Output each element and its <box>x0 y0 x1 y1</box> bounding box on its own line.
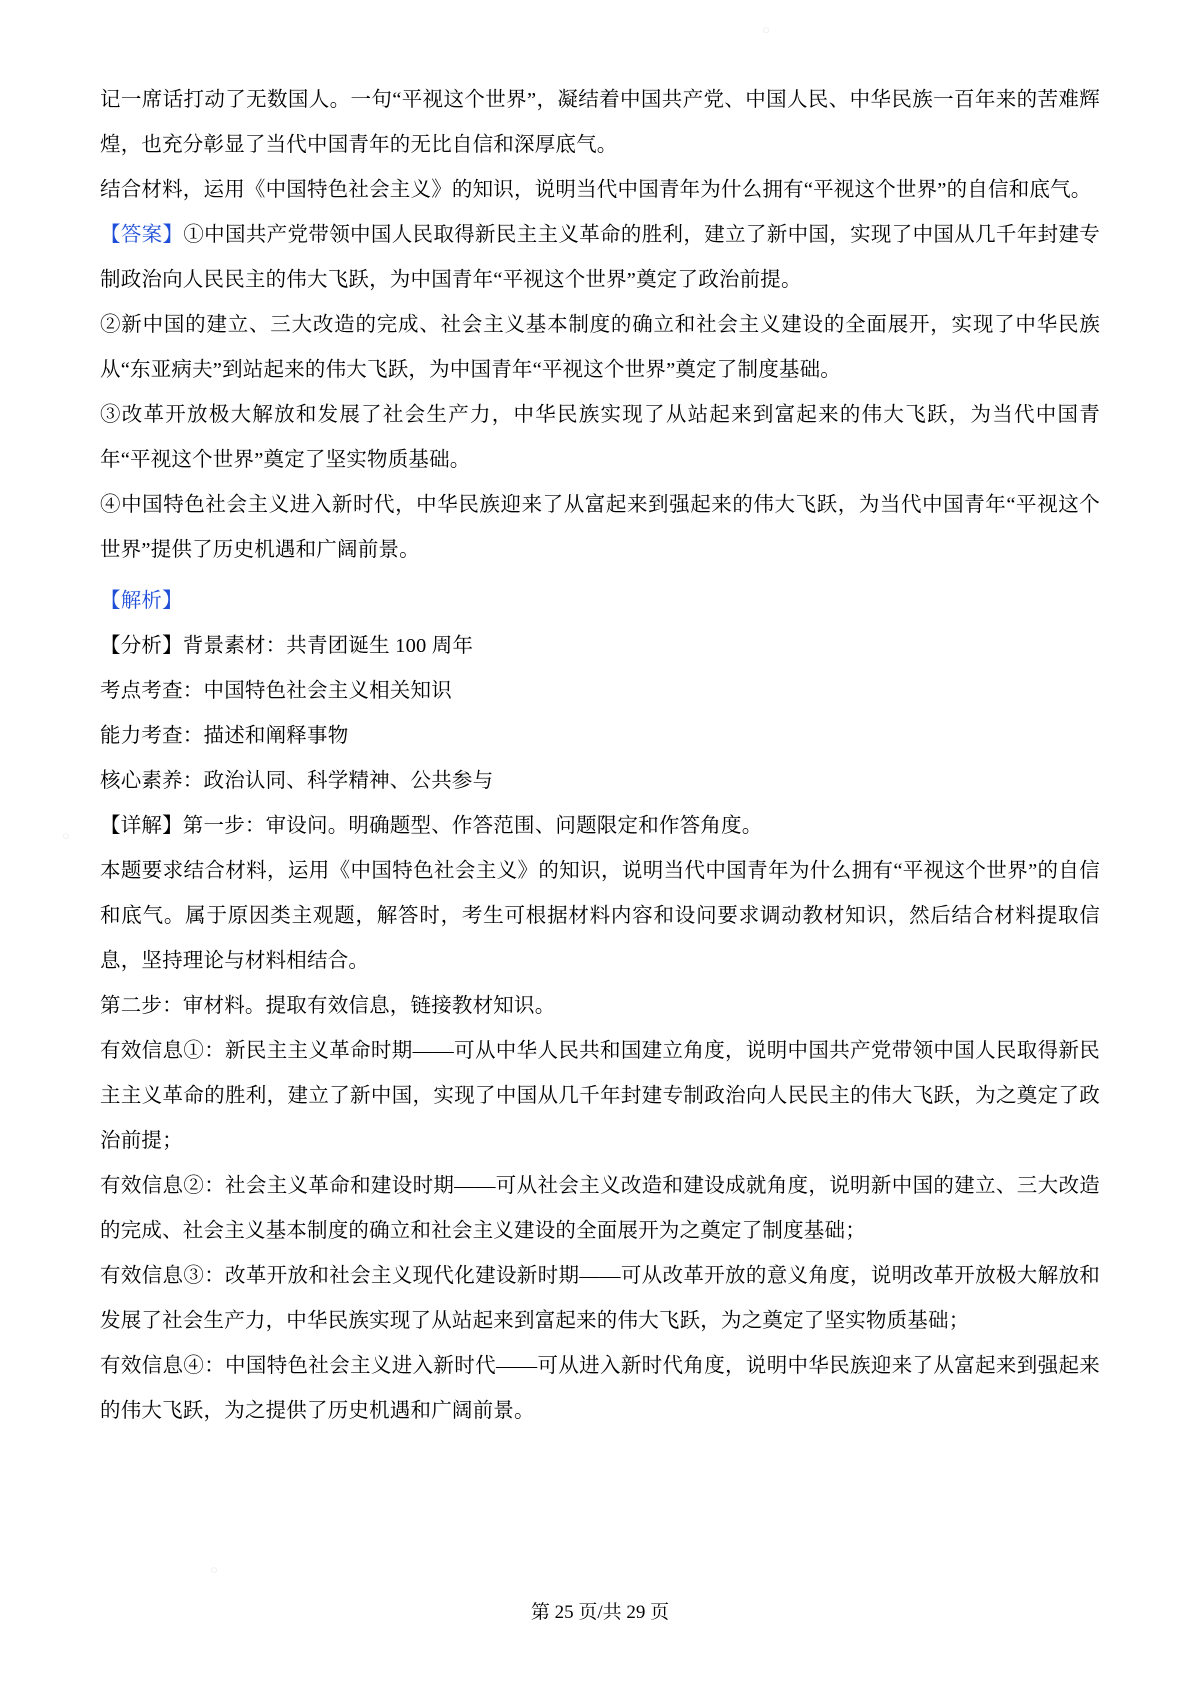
paragraph-detail-step-one: 【详解】第一步：审设问。明确题型、作答范围、问题限定和作答角度。 <box>100 815 763 837</box>
paragraph-answer-1 <box>100 213 1100 303</box>
paragraph-analysis-heading <box>100 579 1100 624</box>
paragraph-info-4: 有效信息④：中国特色社会主义进入新时代——可从进入新时代角度，说明中华民族迎来了从富起来到强起来的伟大飞跃，为之提供了历史机遇和广阔前景。 <box>100 1355 1100 1422</box>
paragraph-material-continued: 记一席话打动了无数国人。一句“平视这个世界”，凝结着中国共产党、中国人民、中华民族一百年来的苦难辉煌，也充分彰显了当代中国青年的无比自信和深厚底气。 <box>100 89 1100 156</box>
paragraph-analysis-ability: 能力考查：描述和阐释事物 <box>100 725 349 747</box>
answer-label: 【答案】 <box>100 224 184 246</box>
paragraph-answer-3: ③改革开放极大解放和发展了社会生产力，中华民族实现了从站起来到富起来的伟大飞跃，为当代中国青年“平视这个世界”奠定了坚实物质基础。 <box>100 404 1100 471</box>
paragraph-info-2: 有效信息②：社会主义革命和建设时期——可从社会主义改造和建设成就角度，说明新中国的建立、三大改造的完成、社会主义基本制度的确立和社会主义建设的全面展开为之奠定了制度基础； <box>100 1175 1100 1242</box>
page-corner-mark-bottom: ○ <box>210 1562 218 1577</box>
page-footer: 第 25 页/共 29 页 <box>530 1602 670 1623</box>
paragraph-answer-4: ④中国特色社会主义进入新时代，中华民族迎来了从富起来到强起来的伟大飞跃，为当代中国青年“平视这个世界”提供了历史机遇和广阔前景。 <box>100 494 1100 561</box>
paragraph-detail-explanation: 本题要求结合材料，运用《中国特色社会主义》的知识，说明当代中国青年为什么拥有“平视这个世界”的自信和底气。属于原因类主观题，解答时，考生可根据材料内容和设问要求调动教材知识，然后结合材料提取信息，坚持理论与材料相结合。 <box>100 860 1100 972</box>
paragraph-analysis-literacy: 核心素养：政治认同、科学精神、公共参与 <box>100 770 494 792</box>
document-body <box>100 78 1100 1434</box>
page-corner-mark-top: ○ <box>762 22 770 37</box>
page-corner-mark-left: ○ <box>62 828 70 843</box>
paragraph-info-1: 有效信息①：新民主主义革命时期——可从中华人民共和国建立角度，说明中国共产党带领中国人民取得新民主主义革命的胜利，建立了新中国，实现了中国从几千年封建专制政治向人民民主的伟大飞跃，为之奠定了政治前提； <box>100 1040 1100 1152</box>
paragraph-detail-step-two: 第二步：审材料。提取有效信息，链接教材知识。 <box>100 995 556 1017</box>
paragraph-analysis-knowledge: 考点考查：中国特色社会主义相关知识 <box>100 680 452 702</box>
answer-text-1: ①中国共产党带领中国人民取得新民主主义革命的胜利，建立了新中国，实现了中国从几千年封建专制政治向人民民主的伟大飞跃，为中国青年“平视这个世界”奠定了政治前提。 <box>100 224 1100 291</box>
analysis-label: 【解析】 <box>100 590 183 612</box>
paragraph-analysis-background: 【分析】背景素材：共青团诞生 100 周年 <box>100 635 474 657</box>
paragraph-question: 结合材料，运用《中国特色社会主义》的知识，说明当代中国青年为什么拥有“平视这个世界”的自信和底气。 <box>100 179 1092 201</box>
paragraph-info-3: 有效信息③：改革开放和社会主义现代化建设新时期——可从改革开放的意义角度，说明改革开放极大解放和发展了社会生产力，中华民族实现了从站起来到富起来的伟大飞跃，为之奠定了坚实物质基础； <box>100 1265 1100 1332</box>
paragraph-answer-2: ②新中国的建立、三大改造的完成、社会主义基本制度的确立和社会主义建设的全面展开，实现了中华民族从“东亚病夫”到站起来的伟大飞跃，为中国青年“平视这个世界”奠定了制度基础。 <box>100 314 1100 381</box>
